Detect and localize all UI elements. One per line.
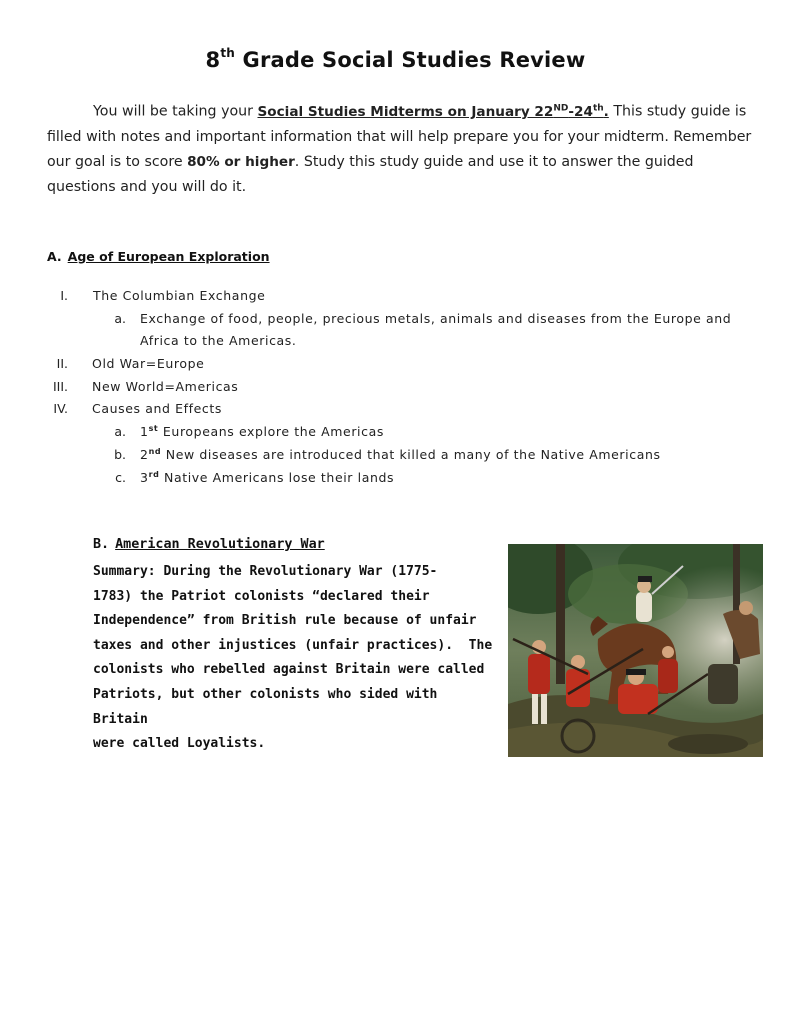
title-text: Grade Social Studies Review [235,48,586,72]
intro-text-2: This study guide is filled with notes and important information that will help prepare you for your midterm. Remember our goal is to score [47,103,752,170]
outline-sub-number: a. [114,424,126,439]
outline-sub-item: 2nd New diseases are introduced that killed a many of the Native Americans [140,447,661,463]
section-a-title: Age of European Exploration [67,249,270,264]
revolutionary-war-painting [508,544,763,757]
section-a-letter: A. [47,249,62,264]
outline-sub-item-continued: Africa to the Americas. [140,333,297,348]
outline-sub-item: 3rd Native Americans lose their lands [140,470,395,486]
midterm-dates: Social Studies Midterms on January 22ND-24th. [257,103,609,120]
summary-line: Patriots, but other colonists who sided with Britain [93,686,438,727]
section-b-title: American Revolutionary War [115,537,325,552]
summary-line: Independence” from British rule because of unfair [93,613,477,629]
section-b-summary [93,560,493,757]
summary-line: taxes and other injustices (unfair practices). The [93,637,493,653]
outline-item: Causes and Effects [92,401,222,416]
page-title [0,48,791,72]
intro-paragraph [47,96,752,200]
outline-number: III. [52,379,68,394]
intro-text-3: . Study this study guide and use it to answer the guided questions and you will do it. [47,153,694,195]
summary-line: 1783) the Patriot colonists “declared their [93,588,430,604]
section-b-heading [93,537,325,552]
intro-text-1: You will be taking your [93,103,258,120]
outline-item: New World=Americas [92,379,239,394]
summary-line: were called Loyalists. [93,736,266,752]
title-superscript: th [220,46,235,60]
outline-sub-number: b. [114,447,126,462]
summary-line: Summary: During the Revolutionary War (1775- [93,564,438,579]
battle-scene-illustration [508,544,763,757]
outline-number: II. [56,356,68,371]
title-number: 8 [205,48,221,72]
outline-item: The Columbian Exchange [93,288,266,303]
summary-line: colonists who rebelled against Britain were called [93,662,485,678]
outline-sub-number: a. [114,311,126,326]
outline-number: IV. [53,401,68,416]
outline-sub-item: Exchange of food, people, precious metals, animals and diseases from the Europe and [140,311,732,326]
score-goal: 80% or higher [187,153,295,170]
outline-item: Old War=Europe [92,356,205,371]
section-a-heading [47,249,270,264]
outline-sub-item: 1st Europeans explore the Americas [140,424,384,440]
outline-sub-number: c. [115,470,126,485]
outline-number: I. [60,288,68,303]
section-b-letter: B. [93,537,110,552]
